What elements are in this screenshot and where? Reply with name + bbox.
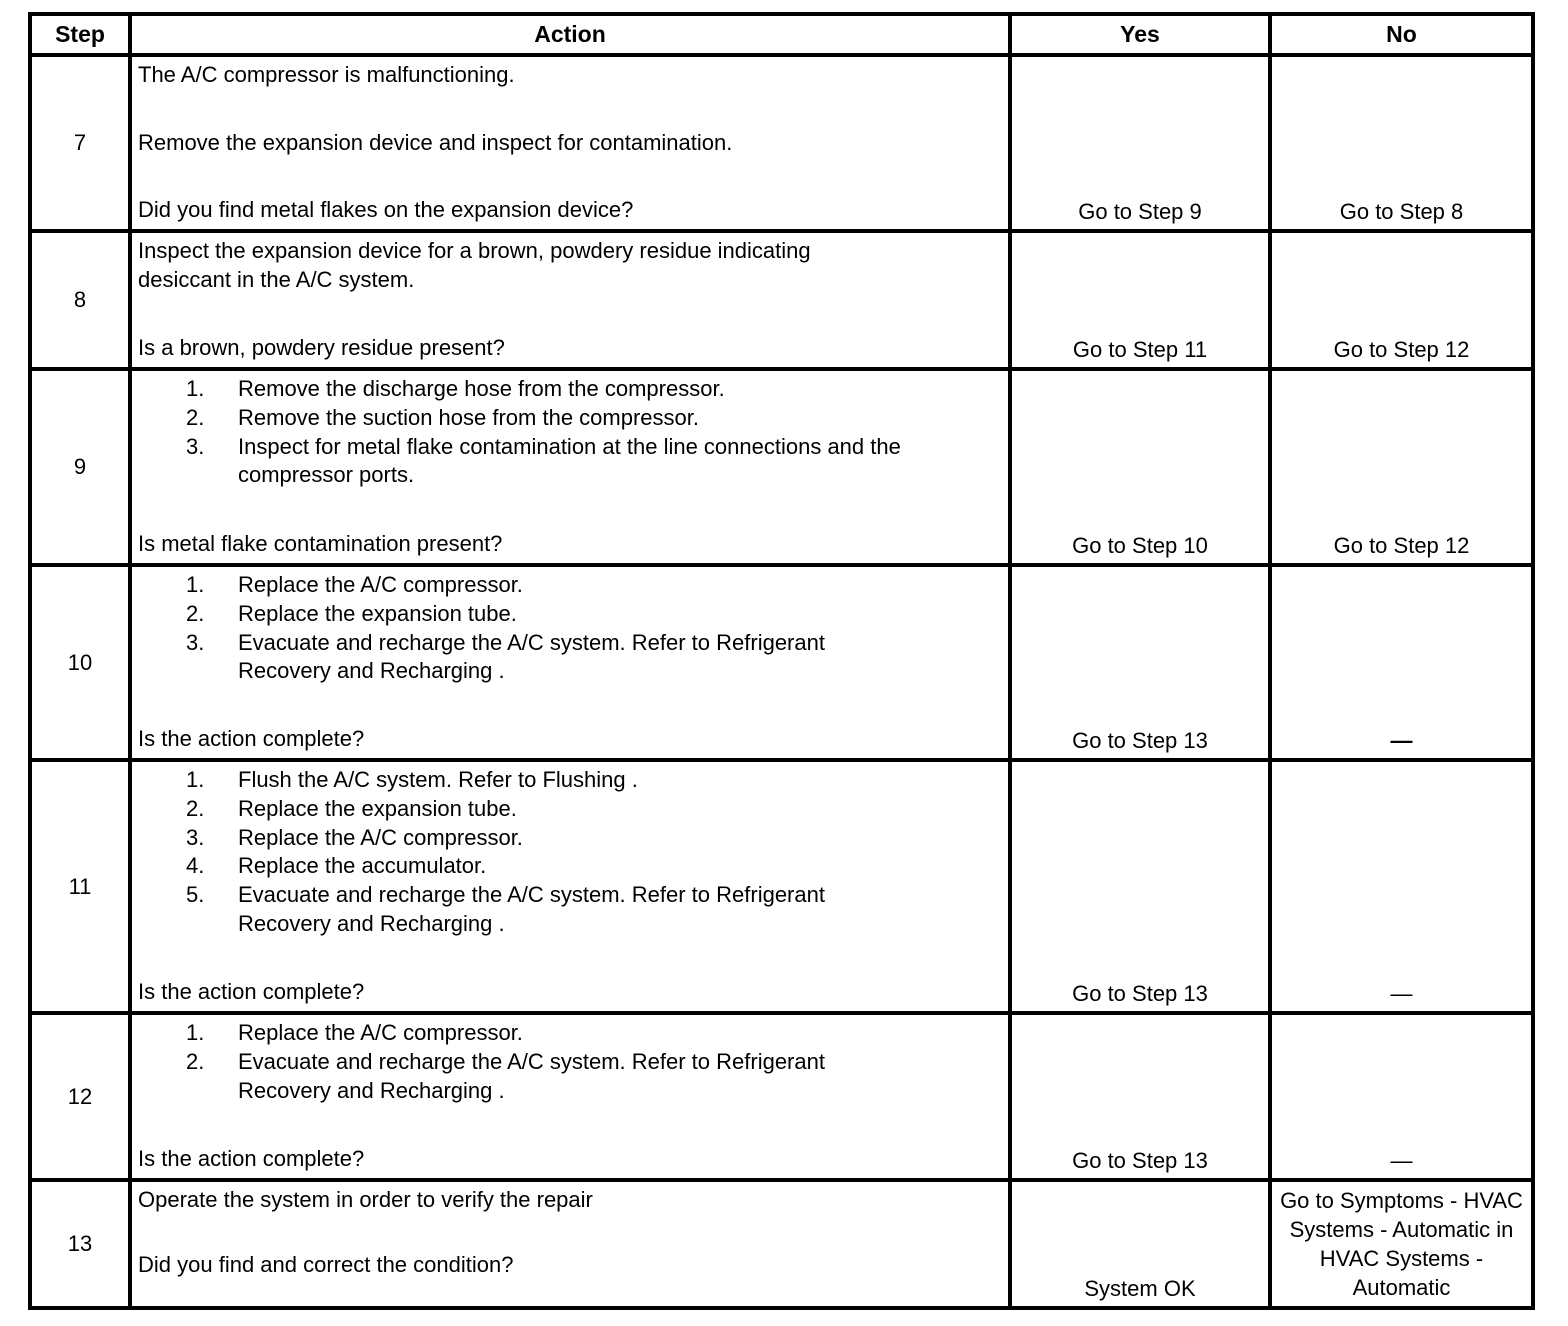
- action-text: The A/C compressor is malfunctioning.: [138, 62, 515, 87]
- no-result: —: [1270, 760, 1533, 1013]
- list-number: 3.: [186, 433, 205, 459]
- step-number: 10: [30, 565, 130, 760]
- yes-result: Go to Step 9: [1010, 55, 1270, 231]
- action-list: [138, 1019, 902, 1105]
- no-result: —: [1270, 565, 1533, 760]
- action-question: Is metal flake contamination present?: [138, 531, 503, 557]
- list-number: 2.: [186, 795, 205, 821]
- no-result: Go to Step 12: [1270, 369, 1533, 565]
- no-result: Go to Symptoms - HVAC Systems - Automatic in HVAC Systems - Automatic: [1270, 1180, 1533, 1308]
- header-action: Action: [130, 14, 1010, 55]
- list-item-text: Evacuate and recharge the A/C system. Refer to Refrigerant Recovery and Recharging .: [238, 629, 825, 684]
- step-number: 8: [30, 231, 130, 369]
- action-question: Is a brown, powdery residue present?: [138, 335, 505, 361]
- list-item-text: Remove the suction hose from the compressor.: [238, 404, 699, 430]
- action-question: Is the action complete?: [138, 726, 365, 752]
- list-item-text: Evacuate and recharge the A/C system. Refer to Refrigerant Recovery and Recharging .: [238, 1048, 825, 1103]
- list-item-text: Replace the accumulator.: [238, 853, 487, 879]
- no-result: —: [1270, 1013, 1533, 1180]
- header-yes: Yes: [1010, 14, 1270, 55]
- list-number: 2.: [186, 1048, 205, 1074]
- action-text: Remove the expansion device and inspect for contamination.: [138, 129, 733, 155]
- list-number: 1.: [186, 767, 205, 792]
- diagnostic-table-container: [28, 12, 1531, 1309]
- list-number: 4.: [186, 853, 205, 879]
- table-row: [30, 369, 1533, 565]
- list-item: [138, 1019, 902, 1048]
- header-step: Step: [30, 14, 130, 55]
- yes-result: Go to Step 13: [1010, 1013, 1270, 1180]
- step-number: 7: [30, 55, 130, 231]
- list-item: [138, 881, 902, 939]
- list-item-text: Remove the discharge hose from the compressor.: [238, 376, 725, 401]
- step-number: 13: [30, 1180, 130, 1308]
- action-text: Operate the system in order to verify the repair: [138, 1187, 593, 1212]
- list-item: [138, 852, 902, 881]
- header-no: No: [1270, 14, 1533, 55]
- action-cell: [130, 55, 1010, 231]
- list-item-text: Replace the A/C compressor.: [238, 1020, 523, 1045]
- yes-result: Go to Step 13: [1010, 565, 1270, 760]
- list-number: 2.: [186, 404, 205, 430]
- list-item-text: Inspect for metal flake contamination at the line connections and the compressor ports.: [238, 433, 901, 488]
- diagnostic-table: [28, 12, 1535, 1310]
- list-item: [138, 404, 1002, 433]
- list-item: [138, 795, 902, 824]
- action-question: Is the action complete?: [138, 1146, 365, 1172]
- list-item: [138, 629, 902, 687]
- list-item-text: Flush the A/C system. Refer to Flushing .: [238, 767, 638, 792]
- list-number: 3.: [186, 629, 205, 655]
- no-result: Go to Step 8: [1270, 55, 1533, 231]
- list-number: 2.: [186, 600, 205, 626]
- action-cell: [130, 1180, 1010, 1308]
- action-cell: [130, 231, 1010, 369]
- list-item: [138, 433, 1002, 491]
- table-row: [30, 1180, 1533, 1308]
- list-item: [138, 824, 902, 853]
- step-number: 11: [30, 760, 130, 1013]
- action-list: [138, 375, 1002, 490]
- step-number: 12: [30, 1013, 130, 1180]
- table-row: [30, 231, 1533, 369]
- action-text: Inspect the expansion device for a brown, powdery residue indicating desiccant in the A/C system.: [138, 238, 811, 292]
- list-number: 1.: [186, 1020, 205, 1045]
- list-item: [138, 1048, 902, 1106]
- action-list: [138, 766, 902, 939]
- list-item-text: Replace the expansion tube.: [238, 795, 517, 821]
- list-item: [138, 375, 1002, 404]
- no-result: Go to Step 12: [1270, 231, 1533, 369]
- action-question: Is the action complete?: [138, 979, 365, 1005]
- list-number: 1.: [186, 376, 205, 401]
- action-cell: [130, 1013, 1010, 1180]
- list-item: [138, 600, 902, 629]
- action-list: [138, 571, 902, 686]
- list-number: 3.: [186, 824, 205, 850]
- table-row: [30, 565, 1533, 760]
- yes-result: Go to Step 11: [1010, 231, 1270, 369]
- list-item-text: Replace the expansion tube.: [238, 600, 517, 626]
- list-number: 1.: [186, 572, 205, 597]
- list-item: [138, 571, 902, 600]
- list-item-text: Replace the A/C compressor.: [238, 824, 523, 850]
- list-item-text: Evacuate and recharge the A/C system. Refer to Refrigerant Recovery and Recharging .: [238, 882, 825, 936]
- action-cell: [130, 369, 1010, 565]
- yes-result: Go to Step 10: [1010, 369, 1270, 565]
- step-number: 9: [30, 369, 130, 565]
- table-row: [30, 760, 1533, 1013]
- yes-result: Go to Step 13: [1010, 760, 1270, 1013]
- list-item: [138, 766, 902, 795]
- yes-result: System OK: [1010, 1180, 1270, 1308]
- list-number: 5.: [186, 882, 205, 908]
- action-question: Did you find metal flakes on the expansion device?: [138, 197, 634, 223]
- list-item-text: Replace the A/C compressor.: [238, 572, 523, 597]
- action-question: Did you find and correct the condition?: [138, 1252, 514, 1278]
- table-row: [30, 55, 1533, 231]
- header-row: [30, 14, 1533, 55]
- action-cell: [130, 760, 1010, 1013]
- table-row: [30, 1013, 1533, 1180]
- action-cell: [130, 565, 1010, 760]
